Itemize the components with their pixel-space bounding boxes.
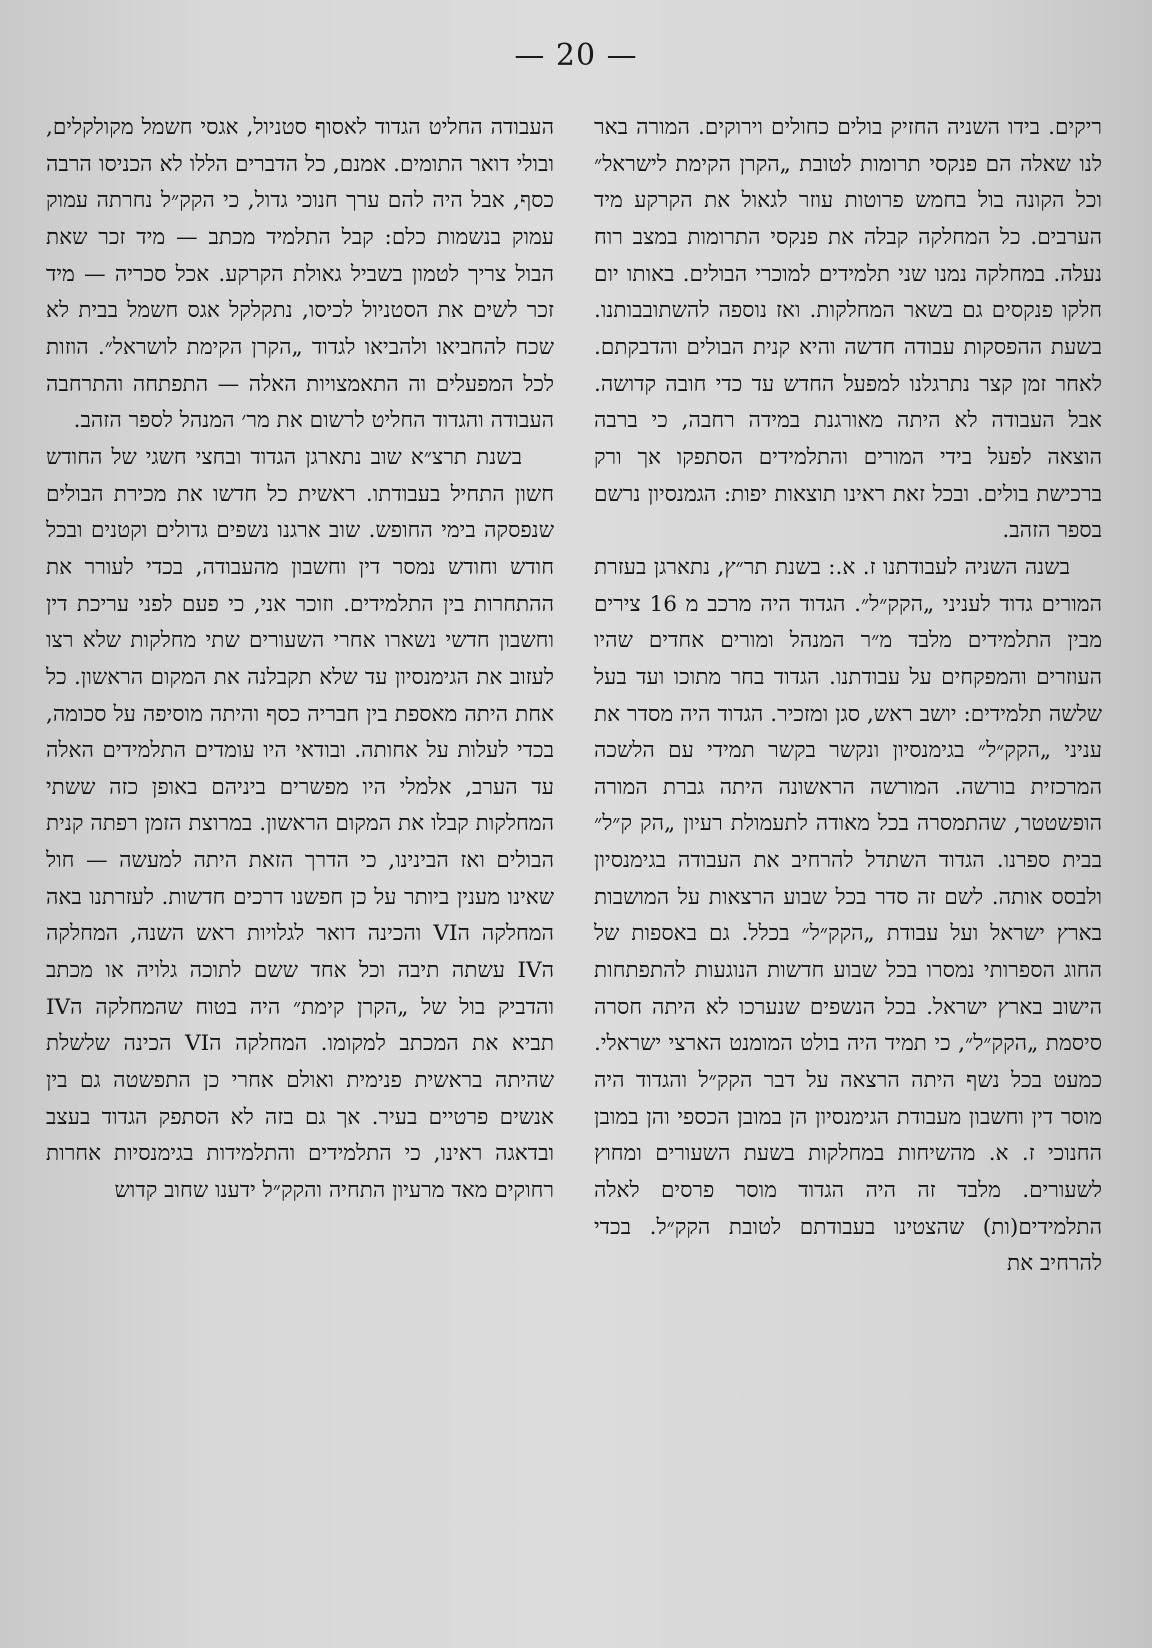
left-paragraph-1: העבודה החליט הגדוד לאסוף סטניול, אגסי חשמל מקולקלים, ובולי דואר התומים. אמנם, כל הדברים הללו לא הכניסו הרבה כסף, אבל היה להם ערך חנוכי גדול, כי הקק״ל נחרתה עמוק עמוק בנשמות כלם: קבל התלמיד מכתב — מיד זכר שאת הבול צריך לטמון בשביל גאולת הקרקע. אכל סכריה — מיד זכר לשים את הסטניול לכיסו, נתקלקל אגס חשמל בבית לא שכח להחביאו ולהביאו לגדוד „הקרן הקימת לושראל״. הוזות לכל המפעלים וה התאמצויות האלה — התפתחה והתרחבה העבודה והגדוד החליט לרשום את מר׳ המנהל לספר הזהב. [46,115,554,434]
left-paragraph-2: בשנת תרצ״א שוב נתארגן הגדוד ובחצי חשגי של החודש חשון התחיל בעבודתו. ראשית כל חדשו את מכירת הבולים שנפסקה בימי החופש. שוב ארגנו נשפים גדולים וקטנים ובכל חודש וחודש נמסר דין וחשבון מהעבודה, בכדי לעורר את ההתחרות בין התלמידים. וזוכר אני, כי פעם לפני עריכת דין וחשבון חדשי נשארו אחרי השעורים שתי מחלקות שלא רצו לעזוב את הגימנסיון עד שלא תקבלנה את המקום הראשון. כל אחת היתה מאספת בין חבריה כסף והיתה מוסיפה על סכומה, בכדי לעלות על אחותה. ובודאי היו עומדים התלמידים האלה עד הערב, אלמלי היו מפשרים ביניהם באופן כזה ששתי המחלקות קבלו את המקום הראשון. במרוצת הזמן רפתה קנית הבולים ואז הבינינו, כי הדרך הזאת היתה למעשה — חול שאינו מענין ביותר על כן חפשנו דרכים חדשות. לעזרתנו באה המחלקה הVI והכינה דואר לגלויות ראש השנה, המחלקה הIV עשתה תיבה וכל אחד ששם לתוכה גלויה או מכתב והדביק בול של „הקרן קימת״ היה בטוח שהמחלקה הIV תביא את המכתב למקומו. המחלקה הVI הכינה שלשלת שהיתה בראשית פנימית ואולם אחרי כן התפשטה גם בין אנשים פרטיים בעיר. אך גם בזה לא הסתפק הגדוד בעצב ובדאגה ראינו, כי התלמידים והתלמידות בגימנסיות אחרות רחוקים מאד מרעיון התחיה והקק״ל ידענו שחוב קדוש [46,444,554,1204]
right-paragraph-1: ריקים. בידו השניה החזיק בולים כחולים וירוקים. המורה באר לנו שאלה הם פנקסי תרומות לטובת „הקרן הקימת לישראל״ וכל הקונה בול בחמש פרוטות עוזר לגאול את הקרקע מיד הערבים. כל המחלקה קבלה את פנקסי התרומות במצב רוח נעלה. במחלקה נמנו שני תלמידים למוכרי הבולים. באותו יום חלקו פנקסים גם בשאר המחלקות. ואז נוספה להשתובבותנו. בשעת ההפסקות עבודה חדשה והיא קנית הבולים והדבקתם. לאחר זמן קצר נתרגלנו למפעל החדש עד כדי חובה קדושה. אבל העבודה לא היתה מאורגנת במידה רחבה, כי ברבה הוצאה לפעל בידי המורים והתלמידים הסתפקו אך ורק ברכישת בולים. ובכל זאת ראינו תוצאות יפות: הגמנסיון נרשם בספר הזהב. [594,115,1102,544]
right-column [594,110,1102,1630]
right-paragraph-2: בשנה השניה לעבודתנו ז. א.: בשנת תר״ץ, נתארגן בעזרת המורים גדוד לעניני „הקק״ל״. הגדוד היה מרכב מ 16 צירים מבין התלמידים מלבד מ״ר המנהל ומורים אחדים שהיו העוזרים והמפקחים על עבודתנו. הגדוד בחר מתוכו ועד בעל שלשה תלמידים: יושב ראש, סגן ומזכיר. הגדוד היה מסדר את עניני „הקק״ל״ בגימנסיון ונקשר בקשר תמידי עם הלשכה המרכזית בורשה. המורשה הראשונה היתה גברת המורה הופשטטר, שהתמסרה בכל מאודה לתעמולת רעיון „הק ק״ל״ בבית ספרנו. הגדוד השתדל להרחיב את העבודה בגימנסיון ולבסס אותה. לשם זה סדר בכל שבוע הרצאות על המושבות בארץ ישראל ועל עבודת „הקק״ל״ בכלל. גם באספות של החוג הספרותי נמסרו בכל שבוע חדשות הנוגעות להתפתחות הישוב בארץ ישראל. בכל הנשפים שנערכו לא היתה חסרה סיסמת „הקק״ל״, כי תמיד היה בולט המומנט הארצי ישראלי. כמעט בכל נשף היתה הרצאה על דבר הקק״ל והגדוד היה מוסר דין וחשבון מעבודת הגימנסיון הן במובן הכספי והן במובן החנוכי ז. א. מהשיחות במחלקות בשעת השעורים ומחוץ לשעורים. מלבד זה היה הגדוד מוסר פרסים לאלה התלמידים(ות) שהצטינו בעבודתם לטובת הקק״ל. בכדי להרחיב את [594,554,1102,1277]
page-number: — 20 — [514,38,638,73]
left-column [46,110,554,1630]
